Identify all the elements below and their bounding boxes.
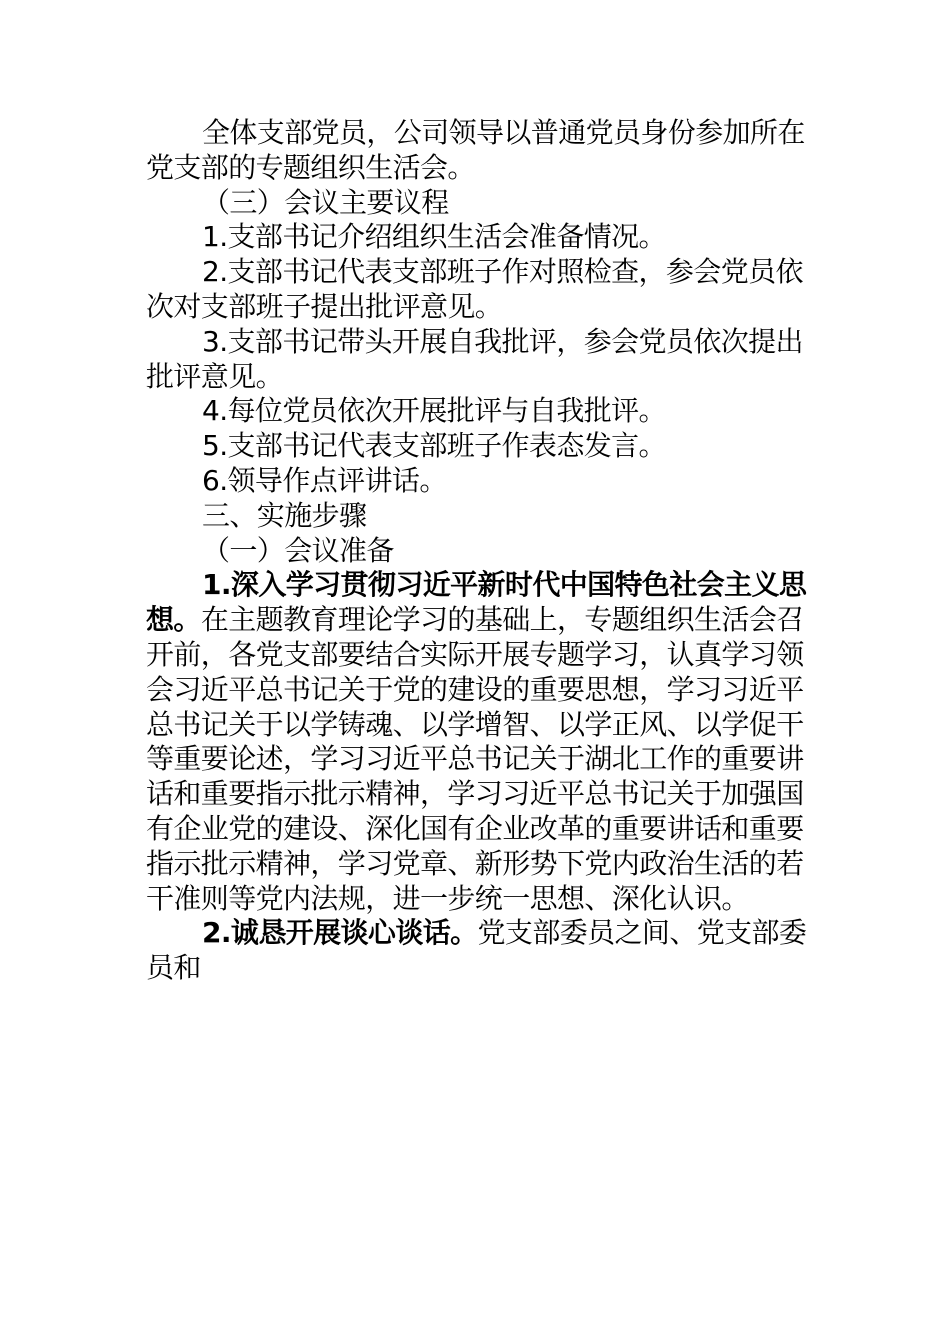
section-heading-agenda	[146, 186, 808, 221]
paragraph-lead: 1.深入学习贯彻习近平新时代中国特色社会主义思想。	[146, 568, 807, 637]
paragraph-text: （一）会议准备	[202, 533, 394, 567]
document-body	[146, 116, 808, 986]
paragraph-attendees	[146, 116, 808, 186]
agenda-item-3	[146, 325, 808, 395]
agenda-item-2	[146, 255, 808, 325]
agenda-item-4	[146, 394, 808, 429]
paragraph-text: 6.领导作点评讲话。	[202, 463, 447, 497]
step-study	[146, 568, 808, 916]
paragraph-text: 3.支部书记带头开展自我批评，参会党员依次提出批评意见。	[146, 324, 803, 393]
step-talks	[146, 916, 808, 986]
paragraph-text: （三）会议主要议程	[202, 185, 449, 219]
paragraph-text: 4.每位党员依次开展批评与自我批评。	[202, 394, 666, 428]
paragraph-text: 1.支部书记介绍组织生活会准备情况。	[202, 220, 666, 254]
agenda-item-5	[146, 429, 808, 464]
paragraph-text: 党支部委员之间、党支部委员和	[146, 916, 807, 985]
section-heading-steps	[146, 499, 808, 534]
paragraph-text: 5.支部书记代表支部班子作表态发言。	[202, 429, 666, 463]
paragraph-text: 2.支部书记代表支部班子作对照检查，参会党员依次对支部班子提出批评意见。	[146, 255, 803, 323]
paragraph-text: 在主题教育理论学习的基础上，专题组织生活会召开前，各党支部要结合实际开展专题学习，认真学习领会习近平总书记关于党的建设的重要思想，学习习近平总书记关于以学铸魂、以学增智、以学正风、以学促干等重要论述，学习习近平总书记关于湖北工作的重要讲话和重要指示批示精神，学习习近平总书记关于加强国有企业党的建设、深化国有企业改革的重要讲话和重要指示批示精神，学习党章、新形势下党内政治生活的若干准则等党内法规，进一步统一思想、深化认识。	[146, 603, 804, 915]
paragraph-text: 全体支部党员，公司领导以普通党员身份参加所在党支部的专题组织生活会。	[146, 116, 805, 184]
agenda-item-1	[146, 220, 808, 255]
agenda-item-6	[146, 464, 808, 499]
section-heading-preparation	[146, 534, 808, 569]
paragraph-lead: 2.诚恳开展谈心谈话。	[202, 916, 478, 950]
paragraph-text: 三、实施步骤	[202, 498, 367, 532]
